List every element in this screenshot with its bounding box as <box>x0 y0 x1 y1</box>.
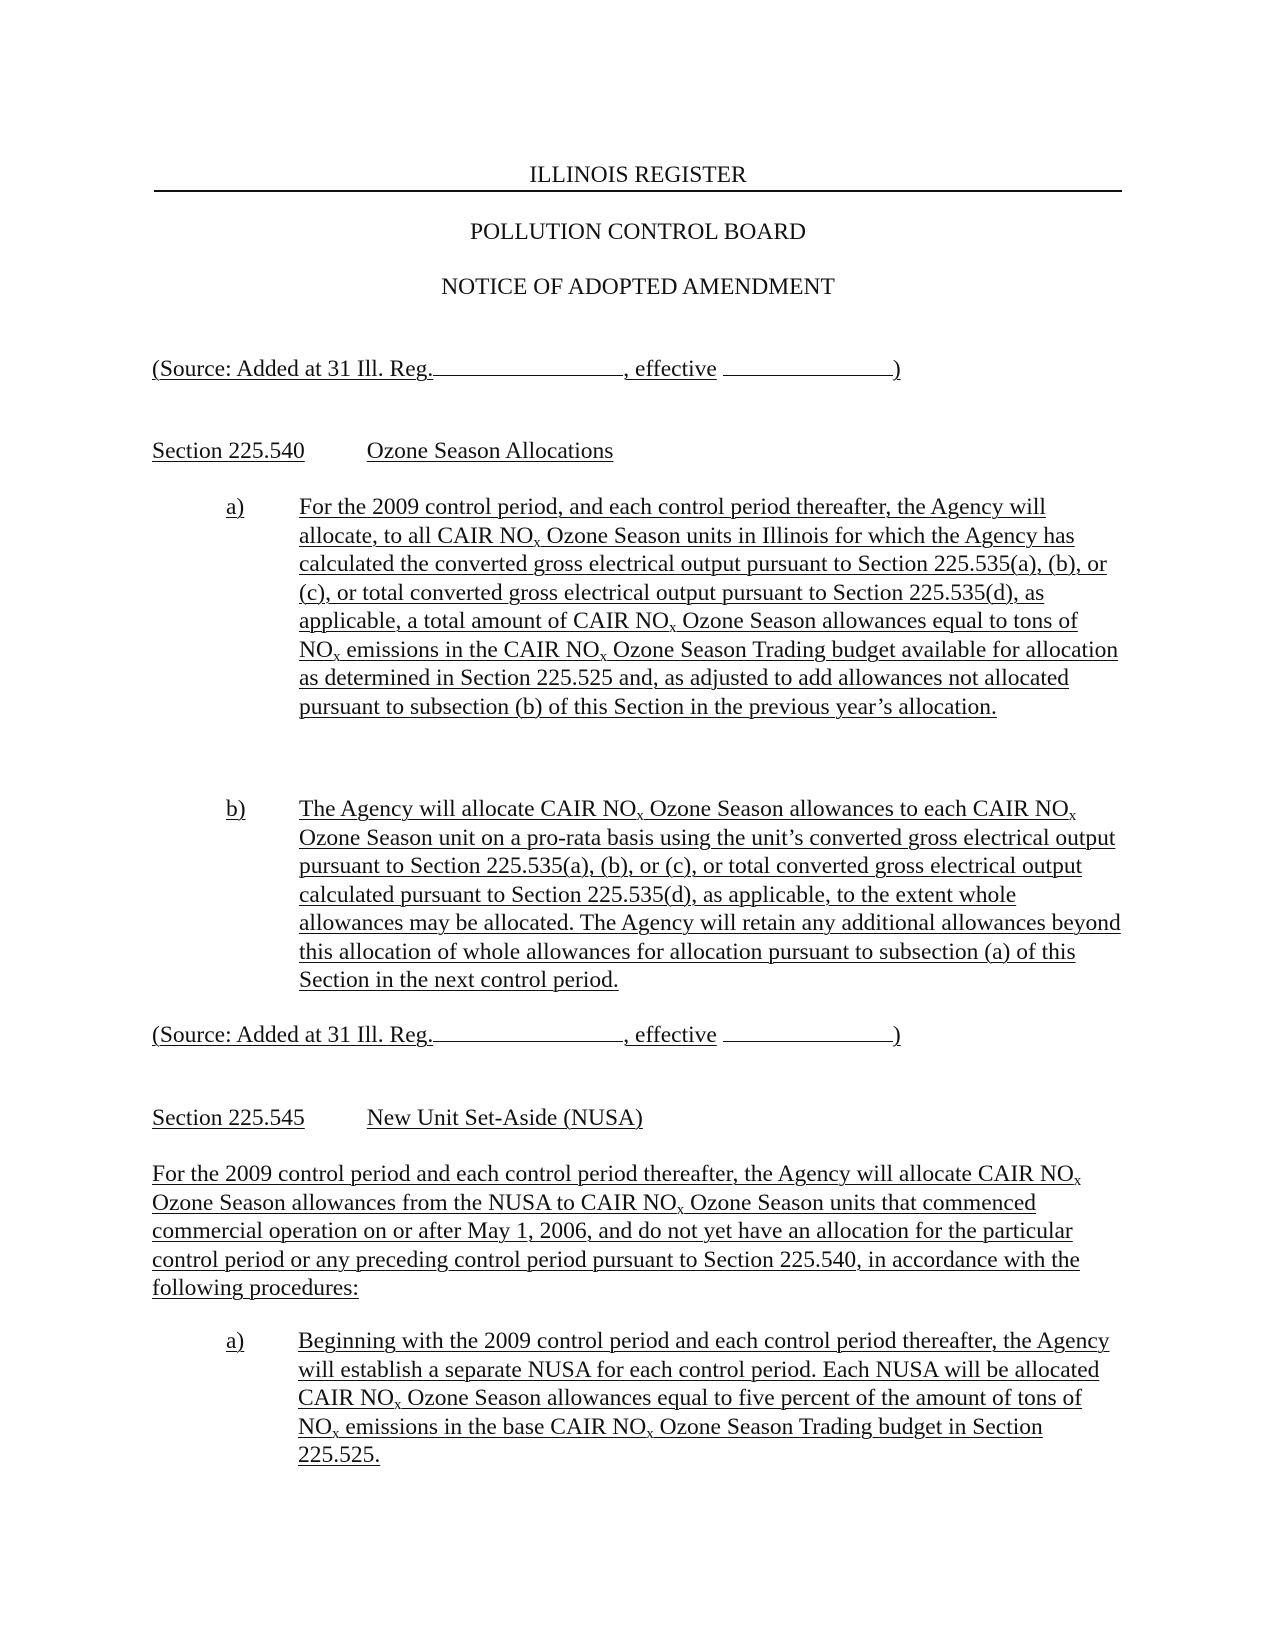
section-545-heading <box>152 1104 802 1133</box>
source-effective: , effective <box>623 356 717 382</box>
effective-blank <box>723 355 893 376</box>
section-545-a-label: a) <box>226 1328 245 1354</box>
effective-blank <box>723 1021 893 1042</box>
section-540-title: Ozone Season Allocations <box>366 438 614 464</box>
source-note-2: (Source: Added at 31 Ill. Reg. , effective ) <box>152 1022 901 1048</box>
subsection-b-text: The Agency will allocate CAIR $NO_x$ Ozone Season allowances to each CAIR $NO_x$ Ozone Season unit on a pro-rata basis using the unit’s converted gross electrical output pursuant to Section 225.535(a), (b), or (c), or total converted gross electrical output calculated pursuant to Section 225.535(d), as applicable, to the extent whole allowances may be allocated. The Agency will retain any additional allowances beyond this allocation of whole allowances for allocation pursuant to subsection (a) of this Section in the next control period. <box>299 796 1121 993</box>
notice-title: NOTICE OF ADOPTED AMENDMENT <box>441 274 835 300</box>
board-title: POLLUTION CONTROL BOARD <box>470 219 806 245</box>
source-close: ) <box>892 356 901 382</box>
source-note-1 <box>152 355 952 384</box>
section-545-number: Section 225.545 <box>152 1105 305 1131</box>
subsection-b-label: b) <box>226 796 246 822</box>
section-540-number: Section 225.540 <box>152 438 305 464</box>
section-545-title: New Unit Set-Aside (NUSA) <box>366 1105 643 1131</box>
source-prefix: (Source: Added at 31 Ill. Reg. <box>152 356 434 382</box>
register-blank <box>433 1021 623 1042</box>
subsection-a-label: a) <box>226 494 245 520</box>
header-rule <box>154 190 1122 192</box>
subsection-a-text: For the 2009 control period, and each control period thereafter, the Agency will allocate, to all CAIR $NO_x$ Ozone Season units in Illinois for which the Agency has calculated the converted gross electrical output pursuant to Section 225.535(a), (b), or (c), or total converted gross electrical output pursuant to Section 225.535(d), as applicable, a total amount of CAIR $NO_x$ Ozone Season allowances equal to tons of $NO_x$ emissions in the CAIR $NO_x$ Ozone Season Trading budget available for allocation as determined in Section 225.525 and, as adjusted to add allowances not allocated pursuant to subsection (b) of this Section in the previous year’s allocation. <box>299 494 1119 720</box>
register-title: ILLINOIS REGISTER <box>529 162 747 188</box>
section-545-a-text: Beginning with the 2009 control period and each control period thereafter, the Agency will establish a separate NUSA for each control period. Each NUSA will be allocated CAIR $NO_x$ Ozone Season allowances equal to five percent of the amount of tons of $NO_x$ emissions in the base CAIR $NO_x$ Ozone Season Trading budget in Section 225.525. <box>298 1328 1110 1468</box>
section-545-intro: For the 2009 control period and each control period thereafter, the Agency will allocate CAIR $NO_x$ Ozone Season allowances from the NUSA to CAIR $NO_x$ Ozone Season units that commenced commercial operation on or after May 1, 2006, and do not yet have an allocation for the particular control period or any preceding control period pursuant to Section 225.540, in accordance with the following procedures: <box>152 1161 1082 1301</box>
section-540-heading <box>152 437 802 466</box>
register-blank <box>433 355 623 376</box>
